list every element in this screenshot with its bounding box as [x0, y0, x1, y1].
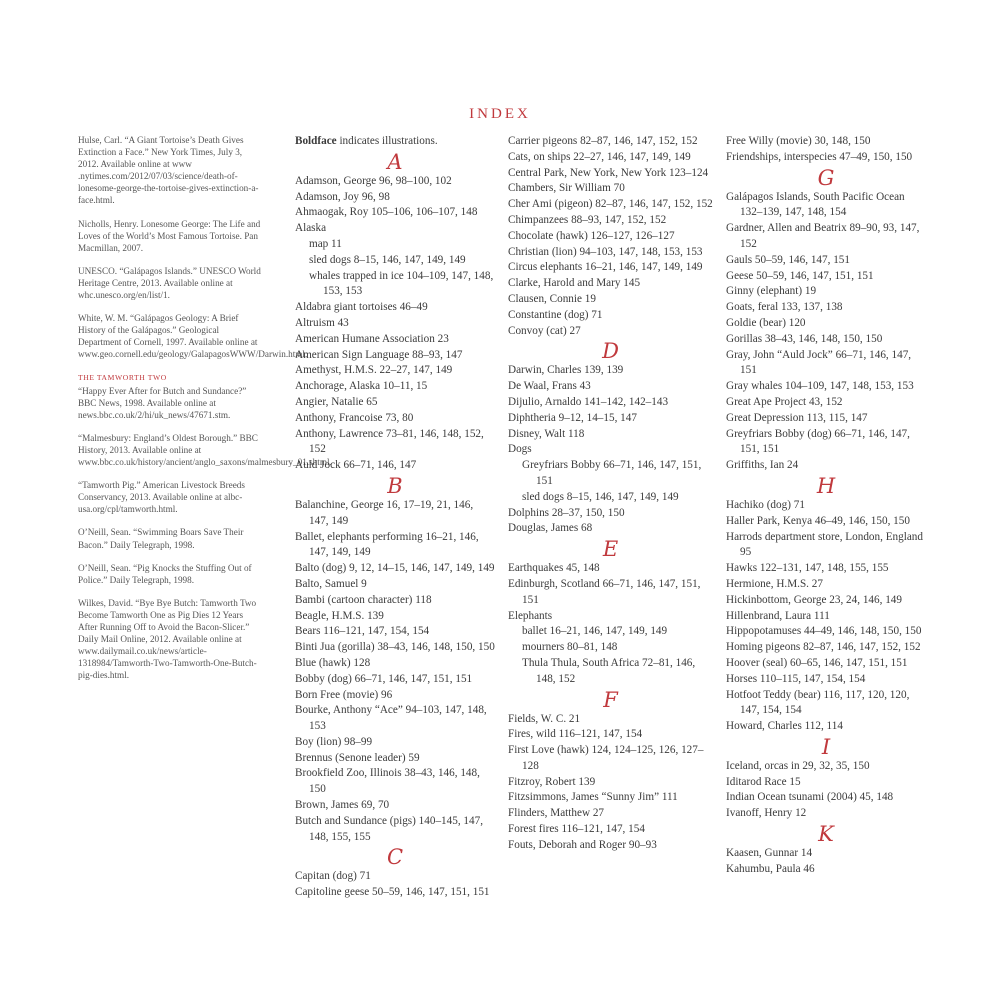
bibliography-entry: “Malmesbury: England’s Oldest Borough.” BBC History, 2013. Available online at www.bbc.co.uk/history/ancient/anglo_saxons/malmesbury_01.shtml. — [78, 432, 332, 468]
index-entry: First Love (hawk) 124, 124–125, 126, 127–128 — [508, 744, 704, 772]
bibliography-entry: O’Neill, Sean. “Pig Knocks the Stuffing Out of Police.” Daily Telegraph, 1998. — [78, 562, 252, 585]
index-entry: Gray whales 104–109, 147, 148, 153, 153 — [726, 380, 914, 393]
index-entry: Great Ape Project 43, 152 — [726, 395, 843, 408]
index-entry: Bourke, Anthony “Ace” 94–103, 147, 148, 153 — [295, 704, 487, 733]
bibliography-entry: Hulse, Carl. “A Giant Tortoise’s Death Gives Extinction a Face.” New York Times, July 3, 2012. Available online at www .nytimes.com/2012/07/03/science/death-of-lonesome-george-the-tortoise-gives-extinction-a-face.html. — [78, 135, 259, 206]
bibliography-entry: Nicholls, Henry. Lonesome George: The Life and Loves of the World’s Most Famous Tortoise. Pan Macmillan, 2007. — [78, 218, 261, 253]
index-entry: Altruism 43 — [295, 316, 349, 329]
bibliography-entry: O’Neill, Sean. “Swimming Boars Save Their Bacon.” Daily Telegraph, 1998. — [78, 527, 244, 550]
index-section-letter: A — [387, 149, 403, 174]
index-entry: Horses 110–115, 147, 154, 154 — [726, 672, 866, 685]
index-entry: Haller Park, Kenya 46–49, 146, 150, 150 — [726, 514, 910, 527]
index-entry: Hotfoot Teddy (bear) 116, 117, 120, 120, 147, 154, 154 — [726, 688, 910, 717]
index-entry: Circus elephants 16–21, 146, 147, 149, 149 — [508, 261, 703, 274]
index-column-2 — [508, 134, 713, 854]
index-entry: Ivanoff, Henry 12 — [726, 807, 807, 820]
index-entry: Fires, wild 116–121, 147, 154 — [508, 728, 643, 741]
bibliography-entry: “Tamworth Pig.” American Livestock Breeds Conservancy, 2013. Available online at albc-usa.org/cpl/tamworth.html. — [78, 480, 245, 515]
index-entry: Central Park, New York, New York 123–124 — [508, 166, 709, 179]
index-entry: Clarke, Harold and Mary 145 — [508, 277, 641, 290]
index-entry: Beagle, H.M.S. 139 — [295, 609, 384, 622]
index-entry: Chocolate (hawk) 126–127, 126–127 — [508, 229, 675, 242]
index-column-3 — [726, 134, 926, 878]
index-subentry: mourners 80–81, 148 — [522, 641, 618, 654]
index-entry: Harrods department store, London, England 95 — [726, 530, 923, 559]
index-entry: Amethyst, H.M.S. 22–27, 147, 149 — [295, 364, 453, 377]
index-subentry: sled dogs 8–15, 146, 147, 149, 149 — [309, 253, 466, 266]
index-entry: Dogs — [508, 443, 532, 456]
index-entry: Balto (dog) 9, 12, 14–15, 146, 147, 149, 149 — [295, 562, 495, 575]
index-entry: Clausen, Connie 19 — [508, 292, 596, 305]
bibliography-list — [78, 134, 308, 361]
index-entry: Hillenbrand, Laura 111 — [726, 609, 830, 622]
index-entry: Kahumbu, Paula 46 — [726, 862, 815, 875]
index-entry: Bobby (dog) 66–71, 146, 147, 151, 151 — [295, 672, 473, 685]
index-entry: Gauls 50–59, 146, 147, 151 — [726, 253, 850, 266]
index-entry: Auld Jock 66–71, 146, 147 — [295, 459, 417, 472]
index-entry: Friendships, interspecies 47–49, 150, 150 — [726, 150, 913, 163]
index-entry: Bears 116–121, 147, 154, 154 — [295, 625, 430, 638]
index-entry: Free Willy (movie) 30, 148, 150 — [726, 135, 871, 147]
bibliography-entry: White, W. M. “Galápagos Geology: A Brief History of the Galápagos.” Geological Department of Cornell, 1997. Available online at www.geo.cornell.edu/geology/GalapagosWWW/Darwin.html. — [78, 313, 308, 360]
index-entry: Chimpanzees 88–93, 147, 152, 152 — [508, 213, 667, 226]
index-entry: Cher Ami (pigeon) 82–87, 146, 147, 152, 152 — [508, 198, 713, 211]
index-entry: Hippopotamuses 44–49, 146, 148, 150, 150 — [726, 625, 922, 638]
index-entry: Greyfriars Bobby (dog) 66–71, 146, 147, 151, 151 — [726, 427, 910, 456]
index-entry: American Humane Association 23 — [295, 332, 449, 345]
index-entry: Brennus (Senone leader) 59 — [295, 751, 420, 764]
index-column-1 — [295, 134, 495, 901]
index-entry: Fitzroy, Robert 139 — [508, 775, 596, 788]
index-entry: Disney, Walt 118 — [508, 427, 585, 440]
index-entry: Indian Ocean tsunami (2004) 45, 148 — [726, 791, 894, 804]
index-entry: Fields, W. C. 21 — [508, 712, 581, 725]
index-entry: Iditarod Race 15 — [726, 775, 801, 788]
index-entry: Fouts, Deborah and Roger 90–93 — [508, 838, 657, 851]
index-entry: Hachiko (dog) 71 — [726, 498, 805, 511]
index-entry: Darwin, Charles 139, 139 — [508, 364, 624, 377]
index-section-letter: E — [602, 537, 619, 562]
index-entry: Fitzsimmons, James “Sunny Jim” 111 — [508, 791, 678, 804]
index-entry: Dolphins 28–37, 150, 150 — [508, 506, 625, 519]
index-entry: Brookfield Zoo, Illinois 38–43, 146, 148, 150 — [295, 767, 480, 796]
index-entry: Christian (lion) 94–103, 147, 148, 153, 153 — [508, 245, 703, 258]
index-entry: Capitoline geese 50–59, 146, 147, 151, 151 — [295, 886, 490, 899]
index-subentry: whales trapped in ice 104–109, 147, 148, 153, 153 — [309, 269, 494, 298]
index-entry: Hermione, H.M.S. 27 — [726, 577, 823, 590]
index-section-letter: G — [817, 165, 835, 190]
index-entry: Hickinbottom, George 23, 24, 146, 149 — [726, 593, 902, 606]
index-entry: Geese 50–59, 146, 147, 151, 151 — [726, 269, 874, 282]
index-entry: Aldabra giant tortoises 46–49 — [295, 301, 428, 314]
index-entry: Hawks 122–131, 147, 148, 155, 155 — [726, 562, 889, 575]
index-entry: Iceland, orcas in 29, 32, 35, 150 — [726, 759, 870, 772]
index-entry: Griffiths, Ian 24 — [726, 459, 799, 472]
intro-bold: Boldface — [295, 135, 337, 147]
bibliography-entry: UNESCO. “Galápagos Islands.” UNESCO World Heritage Centre, 2013. Available online at whc.unesco.org/en/list/1. — [78, 265, 261, 301]
index-entry: Boy (lion) 98–99 — [295, 735, 373, 748]
intro-text: indicates illustrations. — [336, 135, 438, 147]
index-entry: Binti Jua (gorilla) 38–43, 146, 148, 150, 150 — [295, 641, 495, 654]
index-entries-1 — [295, 150, 495, 901]
index-entry: Forest fires 116–121, 147, 154 — [508, 823, 645, 836]
index-intro — [295, 134, 495, 150]
index-entry: Hoover (seal) 60–65, 146, 147, 151, 151 — [726, 656, 908, 669]
index-entry: Butch and Sundance (pigs) 140–145, 147, 148, 155, 155 — [295, 814, 483, 843]
index-section-letter: C — [386, 845, 404, 870]
index-entry: Edinburgh, Scotland 66–71, 146, 147, 151, 151 — [508, 577, 701, 606]
index-section-letter: I — [821, 734, 831, 759]
index-entry: Brown, James 69, 70 — [295, 799, 390, 812]
index-entry: Kaasen, Gunnar 14 — [726, 847, 813, 860]
index-entry: Bambi (cartoon character) 118 — [295, 593, 432, 606]
index-entry: Balanchine, George 16, 17–19, 21, 146, 147, 149 — [295, 498, 474, 527]
index-entry: Carrier pigeons 82–87, 146, 147, 152, 152 — [508, 135, 698, 147]
index-section-letter: D — [602, 339, 619, 364]
index-entries-2 — [508, 134, 713, 854]
index-entry: Adamson, George 96, 98–100, 102 — [295, 174, 452, 187]
index-entry: Douglas, James 68 — [508, 522, 593, 535]
index-entry: Anthony, Francoise 73, 80 — [295, 411, 414, 424]
index-entry: Blue (hawk) 128 — [295, 656, 371, 669]
index-entry: Anchorage, Alaska 10–11, 15 — [295, 380, 428, 393]
index-entry: Ahmaogak, Roy 105–106, 106–107, 148 — [295, 206, 478, 219]
index-entry: De Waal, Frans 43 — [508, 380, 591, 393]
index-subentry: Thula Thula, South Africa 72–81, 146, 148, 152 — [522, 656, 696, 685]
index-entry: Goldie (bear) 120 — [726, 316, 806, 329]
index-entry: Homing pigeons 82–87, 146, 147, 152, 152 — [726, 641, 921, 654]
index-subentry: Greyfriars Bobby 66–71, 146, 147, 151, 151 — [522, 459, 702, 487]
index-entry: Galápagos Islands, South Pacific Ocean 132–139, 147, 148, 154 — [726, 190, 905, 219]
index-entry: Capitan (dog) 71 — [295, 870, 371, 883]
bibliography-entry: Wilkes, David. “Bye Bye Butch: Tamworth Two Become Tamworth One as Pig Dies 12 Years After Running Off to Avoid the Bacon-Slicer.” Daily Mail Online, 2012. Available online at www.dailymail.co.uk/news/article-1318984/Tamworth-Two-Tamworth-One-Butch-pig-dies.html. — [78, 597, 257, 681]
index-entry: Howard, Charles 112, 114 — [726, 720, 843, 733]
index-entry: Constantine (dog) 71 — [508, 308, 603, 321]
index-entry: Convoy (cat) 27 — [508, 324, 581, 337]
index-entry: Born Free (movie) 96 — [295, 688, 393, 701]
index-entry: Angier, Natalie 65 — [295, 395, 378, 408]
index-entry: Ballet, elephants performing 16–21, 146, 147, 149, 149 — [295, 530, 479, 559]
index-entry: Alaska — [295, 222, 327, 235]
index-entry: Gray, John “Auld Jock” 66–71, 146, 147, 151 — [726, 348, 912, 377]
index-entry: American Sign Language 88–93, 147 — [295, 348, 463, 361]
index-entry: Goats, feral 133, 137, 138 — [726, 301, 843, 314]
index-section-letter: K — [818, 822, 834, 847]
index-entry: Earthquakes 45, 148 — [508, 562, 600, 575]
index-entry: Ginny (elephant) 19 — [726, 285, 817, 298]
index-entry: Elephants — [508, 609, 553, 622]
index-subentry: sled dogs 8–15, 146, 147, 149, 149 — [522, 490, 679, 503]
index-section-letter: F — [603, 687, 618, 712]
index-section-letter: H — [816, 473, 836, 498]
bibliography-section-heading: THE TAMWORTH TWO — [78, 372, 167, 382]
index-subentry: ballet 16–21, 146, 147, 149, 149 — [522, 625, 668, 638]
index-subentry: map 11 — [309, 237, 342, 250]
index-entry: Great Depression 113, 115, 147 — [726, 411, 868, 424]
index-entry: Gardner, Allen and Beatrix 89–90, 93, 147, 152 — [726, 222, 920, 250]
index-entries-3 — [726, 134, 926, 878]
index-entry: Dijulio, Arnaldo 141–142, 142–143 — [508, 395, 669, 408]
index-entry: Flinders, Matthew 27 — [508, 807, 605, 820]
index-entry: Balto, Samuel 9 — [295, 577, 367, 590]
index-entry: Chambers, Sir William 70 — [508, 182, 625, 195]
bibliography-entry: “Happy Ever After for Butch and Sundance?” BBC News, 1998. Available online at news.bbc.co.uk/2/hi/uk_news/47671.stm. — [78, 385, 247, 420]
index-section-letter: B — [387, 473, 403, 498]
index-entry: Diphtheria 9–12, 14–15, 147 — [508, 411, 637, 424]
index-entry: Adamson, Joy 96, 98 — [295, 190, 390, 203]
index-title: INDEX — [469, 106, 531, 122]
index-entry: Anthony, Lawrence 73–81, 146, 148, 152, 152 — [295, 427, 484, 456]
index-entry: Gorillas 38–43, 146, 148, 150, 150 — [726, 332, 883, 345]
index-entry: Cats, on ships 22–27, 146, 147, 149, 149 — [508, 150, 691, 163]
